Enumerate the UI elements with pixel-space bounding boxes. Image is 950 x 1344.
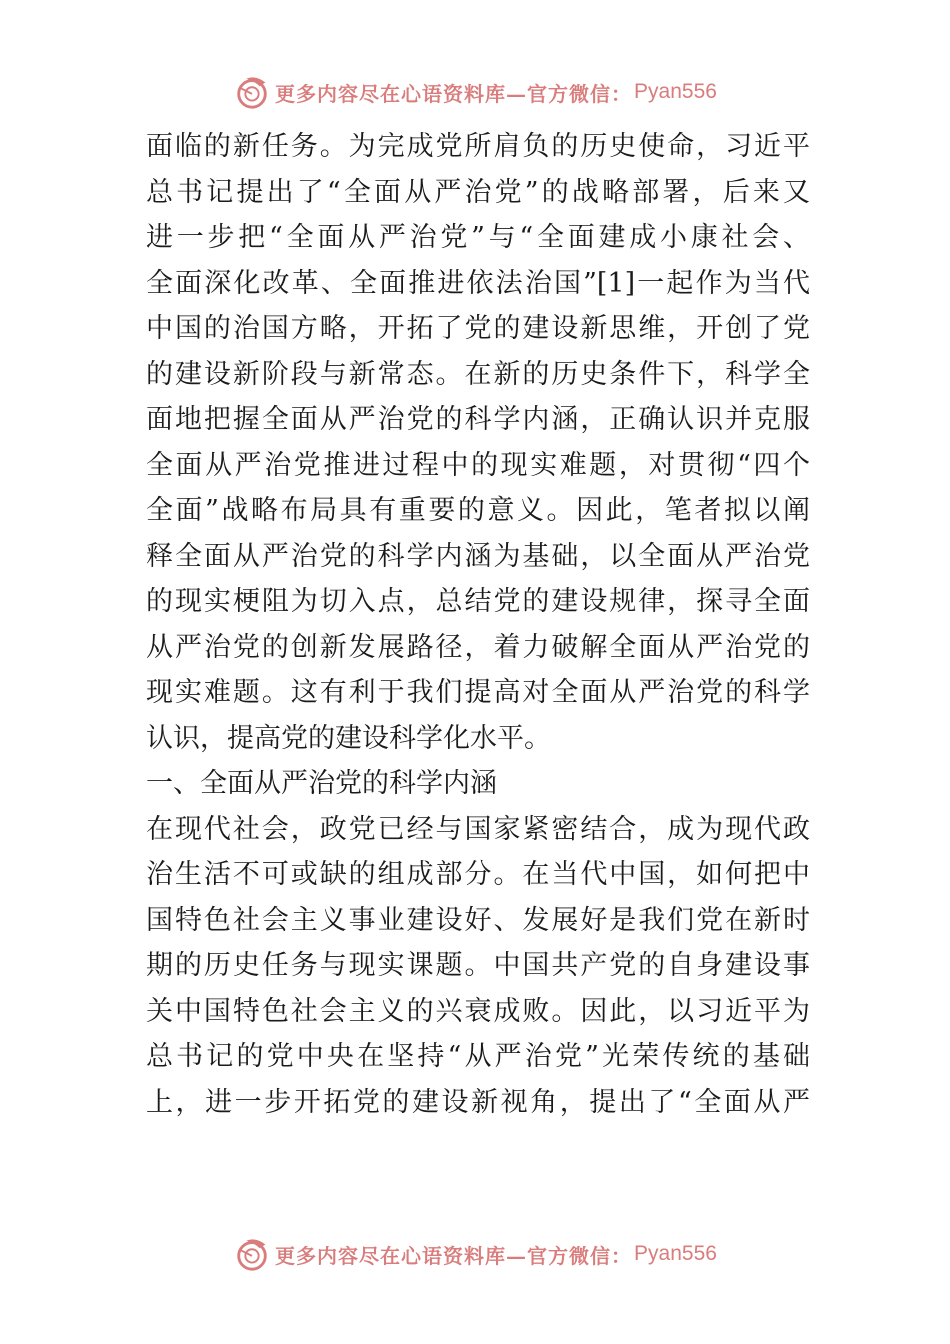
- text-line: 现实难题。这有利于我们提高对全面从严治党的科学: [146, 677, 810, 708]
- text-line: 全面”战略布局具有重要的意义。因此，笔者拟以阐: [146, 495, 810, 526]
- watermark-wechat-id: Pyan556: [634, 1242, 717, 1265]
- footer-watermark: [0, 1232, 950, 1276]
- paragraph-end-line: 认识，提高党的建设科学化水平。: [146, 722, 551, 754]
- watermark-promo-text: 更多内容尽在心语资料库—官方微信：: [275, 81, 633, 106]
- text-line: 面地把握全面从严治党的科学内涵，正确认识并克服: [146, 404, 810, 435]
- section-heading: 一、全面从严治党的科学内涵: [146, 768, 497, 799]
- text-line: 在现代社会，政党已经与国家紧密结合，成为现代政: [146, 813, 810, 845]
- text-line: 全面从严治党推进过程中的现实难题，对贯彻“四个: [146, 449, 810, 481]
- text-line: 国特色社会主义事业建设好、发展好是我们党在新时: [146, 904, 810, 936]
- document-body: [146, 124, 810, 1125]
- text-line: 关中国特色社会主义的兴衰成败。因此，以习近平为: [146, 995, 810, 1027]
- text-line: 总书记的党中央在坚持“从严治党”光荣传统的基础: [146, 1041, 810, 1072]
- text-line: 的建设新阶段与新常态。在新的历史条件下，科学全: [146, 358, 810, 390]
- header-watermark: [0, 70, 950, 114]
- text-line: 释全面从严治党的科学内涵为基础，以全面从严治党: [146, 540, 810, 572]
- watermark-promo-text: 更多内容尽在心语资料库—官方微信：: [275, 1243, 633, 1268]
- text-line: 面临的新任务。为完成党所肩负的历史使命，习近平: [146, 131, 810, 162]
- text-line: 的现实梗阻为切入点，总结党的建设规律，探寻全面: [146, 586, 810, 617]
- text-line: 从严治党的创新发展路径，着力破解全面从严治党的: [146, 631, 810, 663]
- text-line: 上，进一步开拓党的建设新视角，提出了“全面从严: [146, 1086, 810, 1118]
- text-line: 中国的治国方略，开拓了党的建设新思维，开创了党: [146, 313, 810, 344]
- logo-icon: [233, 73, 271, 111]
- logo-icon: [233, 1235, 271, 1273]
- text-line: 全面深化改革、全面推进依法治国”[1]一起作为当代: [146, 267, 810, 299]
- text-line: 总书记提出了“全面从严治党”的战略部署，后来又: [146, 176, 810, 208]
- text-line: 进一步把“全面从严治党”与“全面建成小康社会、: [146, 222, 810, 253]
- text-line: 治生活不可或缺的组成部分。在当代中国，如何把中: [146, 859, 810, 890]
- watermark-wechat-id: Pyan556: [634, 80, 717, 103]
- text-line: 期的历史任务与现实课题。中国共产党的自身建设事: [146, 950, 810, 981]
